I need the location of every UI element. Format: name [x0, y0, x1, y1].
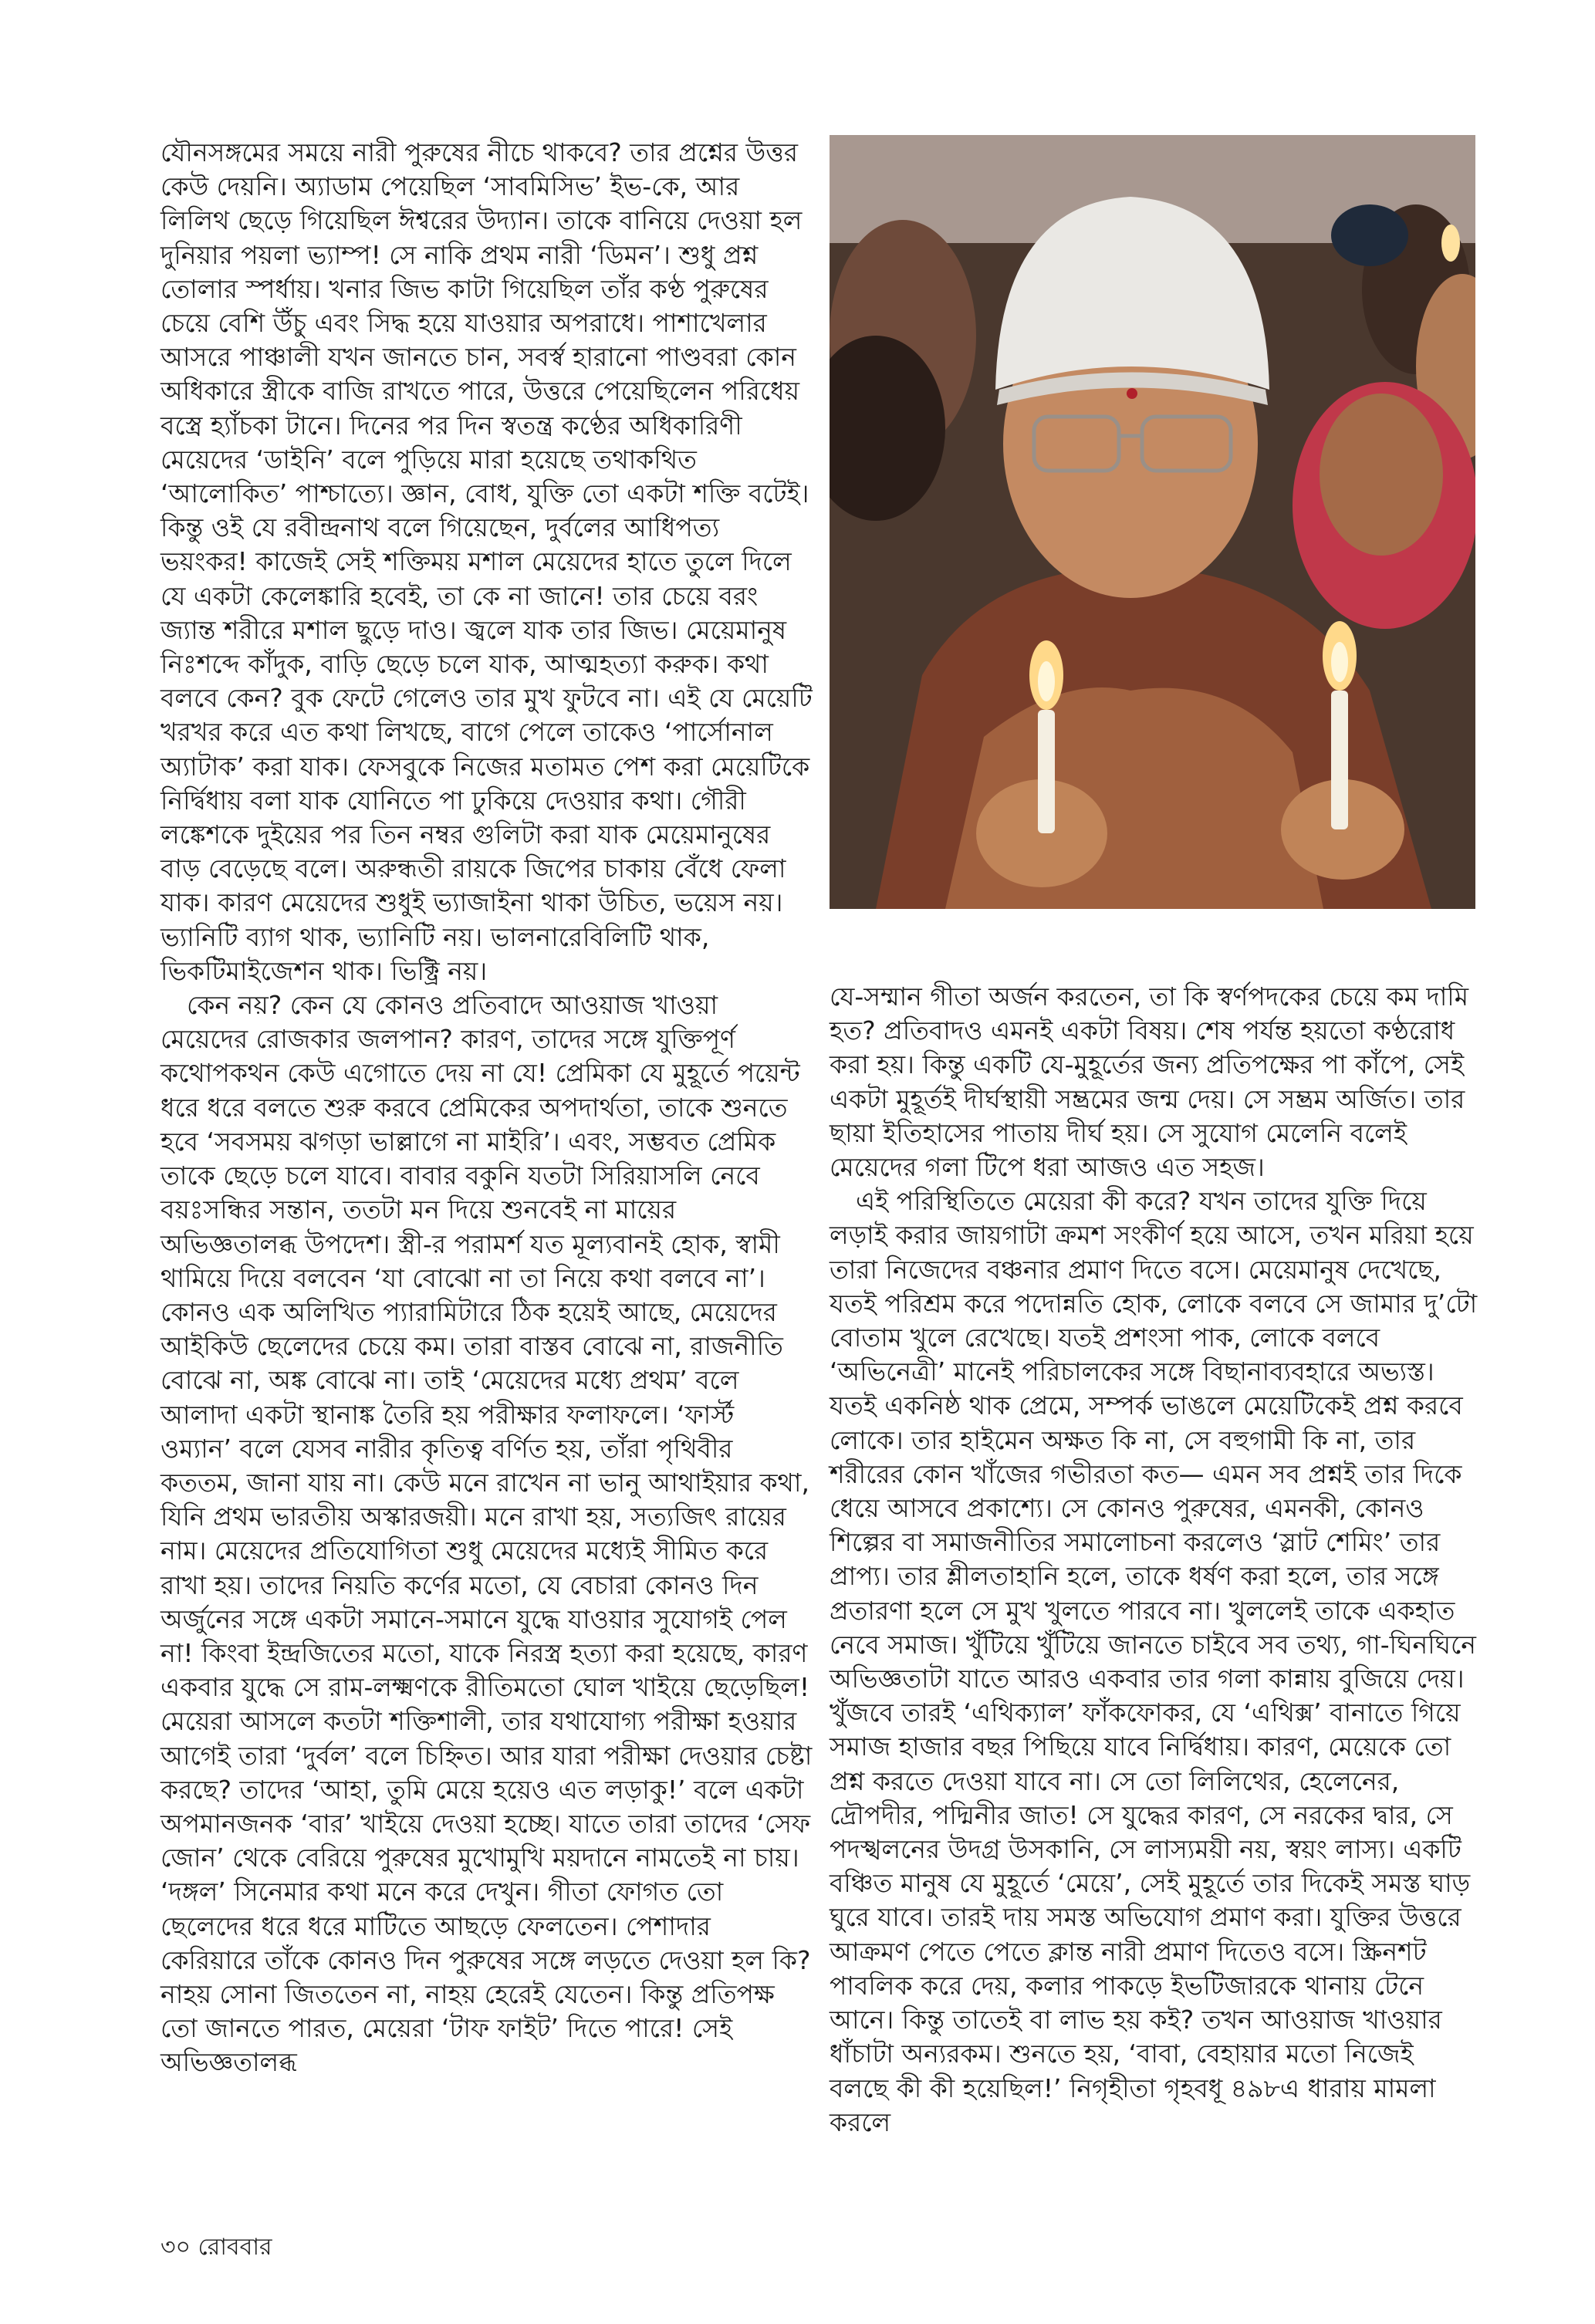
- article-column-left: [161, 136, 813, 2080]
- photo-illustration: [830, 135, 1475, 909]
- paragraph: কেন নয়? কেন যে কোনও প্রতিবাদে আওয়াজ খাওয়া মেয়েদের রোজকার জলপান? কারণ, তাদের সঙ্গে যুক্তিপূর্ণ কথোপকথন কেউ এগোতে দেয় না যে! প্রেমিকা যে মুহূর্তে পয়েন্ট ধরে ধরে বলতে শুরু করবে প্রেমিকের অপদার্থতা, তাকে শুনতে হবে ‘সবসময় ঝগড়া ভাল্লাগে না মাইরি’। এবং, সম্ভবত প্রেমিক তাকে ছেড়ে চলে যাবে। বাবার বকুনি যতটা সিরিয়াসলি নেবে বয়ঃসন্ধির সন্তান, ততটা মন দিয়ে শুনবেই না মায়ের অভিজ্ঞতালব্ধ উপদেশ। স্ত্রী-র পরামর্শ যত মূল্যবানই হোক, স্বামী থামিয়ে দিয়ে বলবেন ‘যা বোঝো না তা নিয়ে কথা বলবে না’। কোনও এক অলিখিত প্যারামিটারে ঠিক হয়েই আছে, মেয়েদের আইকিউ ছেলেদের চেয়ে কম। তারা বাস্তব বোঝে না, রাজনীতি বোঝে না, অঙ্ক বোঝে না। তাই ‘মেয়েদের মধ্যে প্রথম’ বলে আলাদা একটা স্থানাঙ্ক তৈরি হয় পরীক্ষার ফলাফলে। ‘ফার্স্ট ওম্যান’ বলে যেসব নারীর কৃতিত্ব বর্ণিত হয়, তাঁরা পৃথিবীর কততম, জানা যায় না। কেউ মনে রাখেন না ভানু আথাইয়ার কথা, যিনি প্রথম ভারতীয় অস্কারজয়ী। মনে রাখা হয়, সত্যজিৎ রায়ের নাম। মেয়েদের প্রতিযোগিতা শুধু মেয়েদের মধ্যেই সীমিত করে রাখা হয়। তাদের নিয়তি কর্ণের মতো, যে বেচারা কোনও দিন অর্জুনের সঙ্গে একটা সমানে-সমানে যুদ্ধে যাওয়ার সুযোগই পেল না! কিংবা ইন্দ্রজিতের মতো, যাকে নিরস্ত্র হত্যা করা হয়েছে, কারণ একবার যুদ্ধে সে রাম-লক্ষ্মণকে রীতিমতো ঘোল খাইয়ে ছেড়েছিল! মেয়েরা আসলে কতটা শক্তিশালী, তার যথাযোগ্য পরীক্ষা হওয়ার আগেই তারা ‘দুর্বল’ বলে চিহ্নিত। আর যারা পরীক্ষা দেওয়ার চেষ্টা করছে? তাদের ‘আহা, তুমি মেয়ে হয়েও এত লড়াকু!’ বলে একটা অপমানজনক ‘বার’ খাইয়ে দেওয়া হচ্ছে। যাতে তারা তাদের ‘সেফ জোন’ থেকে বেরিয়ে পুরুষের মুখোমুখি ময়দানে নামতেই না চায়। ‘দঙ্গল’ সিনেমার কথা মনে করে দেখুন। গীতা ফোগত তো ছেলেদের ধরে ধরে মাটিতে আছড়ে ফেলতেন। পেশাদার কেরিয়ারে তাঁকে কোনও দিন পুরুষের সঙ্গে লড়তে দেওয়া হল কি? নাহয় সোনা জিততেন না, নাহয় হেরেই যেতেন। কিন্তু প্রতিপক্ষ তো জানতে পারত, মেয়েরা ‘টাফ ফাইট’ দিতে পারে! সেই অভিজ্ঞতালব্ধ: [161, 990, 813, 2078]
- candle-vigil-photo: [830, 135, 1475, 909]
- paragraph: যে-সম্মান গীতা অর্জন করতেন, তা কি স্বর্ণপদকের চেয়ে কম দামি হত? প্রতিবাদও এমনই একটা বিষয়। শেষ পর্যন্ত হয়তো কণ্ঠরোধ করা হয়। কিন্তু একটি যে-মুহূর্তের জন্য প্রতিপক্ষের পা কাঁপে, সেই একটা মুহূর্তই দীর্ঘস্থায়ী সম্ভ্রমের জন্ম দেয়। সে সম্ভ্রম অর্জিত। তার ছায়া ইতিহাসের পাতায় দীর্ঘ হয়। সে সুযোগ মেলেনি বলেই মেয়েদের গলা টিপে ধরা আজও এত সহজ।: [830, 981, 1469, 1183]
- page-footer: ৩০ রোববার: [161, 2234, 272, 2261]
- paragraph: এই পরিস্থিতিতে মেয়েরা কী করে? যখন তাদের যুক্তি দিয়ে লড়াই করার জায়গাটা ক্রমশ সংকীর্ণ হয়ে আসে, তখন মরিয়া হয়ে তারা নিজেদের বঞ্চনার প্রমাণ দিতে বসে। মেয়েমানুষ দেখেছে, যতই পরিশ্রম করে পদোন্নতি হোক, লোকে বলবে সে জামার দু’টো বোতাম খুলে রেখেছে। যতই প্রশংসা পাক, লোকে বলবে ‘অভিনেত্রী’ মানেই পরিচালকের সঙ্গে বিছানাব্যবহারে অভ্যস্ত। যতই একনিষ্ঠ থাক প্রেমে, সম্পর্ক ভাঙলে মেয়েটিকেই প্রশ্ন করবে লোকে। তার হাইমেন অক্ষত কি না, সে বহুগামী কি না, তার শরীরের কোন খাঁজের গভীরতা কত— এমন সব প্রশ্নই তার দিকে ধেয়ে আসবে প্রকাশ্যে। সে কোনও পুরুষের, এমনকী, কোনও শিল্পের বা সমাজনীতির সমালোচনা করলেও ‘স্লাট শেমিং’ তার প্রাপ্য। তার শ্লীলতাহানি হলে, তাকে ধর্ষণ করা হলে, তার সঙ্গে প্রতারণা হলে সে মুখ খুলতে পারবে না। খুললেই তাকে একহাত নেবে সমাজ। খুঁটিয়ে খুঁটিয়ে জানতে চাইবে সব তথ্য, গা-ঘিনঘিনে অভিজ্ঞতাটা যাতে আরও একবার তার গলা কান্নায় বুজিয়ে দেয়। খুঁজবে তারই ‘এথিক্যাল’ ফাঁকফোকর, যে ‘এথিক্স’ বানাতে গিয়ে সমাজ হাজার বছর পিছিয়ে যাবে নির্দ্বিধায়। কারণ, মেয়েকে তো প্রশ্ন করতে দেওয়া যাবে না। সে তো লিলিথের, হেলেনের, দ্রৌপদীর, পদ্মিনীর জাত! সে যুদ্ধের কারণ, সে নরকের দ্বার, সে পদস্খলনের উদগ্র উসকানি, সে লাস্যময়ী নয়, স্বয়ং লাস্য। একটি বঞ্চিত মানুষ যে মুহূর্তে ‘মেয়ে’, সেই মুহূর্তে তার দিকেই সমস্ত ঘাড় ঘুরে যাবে। তারই দায় সমস্ত অভিযোগ প্রমাণ করা। যুক্তির উত্তরে আক্রমণ পেতে পেতে ক্লান্ত নারী প্রমাণ দিতেও বসে। স্ক্রিনশট পাবলিক করে দেয়, কলার পাকড়ে ইভটিজারকে থানায় টেনে আনে। কিন্তু তাতেই বা লাভ হয় কই? তখন আওয়াজ খাওয়ার ধাঁচাটা অন্যরকম। শুনতে হয়, ‘বাবা, বেহায়ার মতো নিজেই বলছে কী কী হয়েছিল!’ নিগৃহীতা গৃহবধূ ৪৯৮এ ধারায় মামলা করলে: [830, 1186, 1478, 2137]
- article-column-right: [830, 980, 1478, 2140]
- paragraph: যৌনসঙ্গমের সময়ে নারী পুরুষের নীচে থাকবে? তার প্রশ্নের উত্তর কেউ দেয়নি। অ্যাডাম পেয়েছিল ‘সাবমিসিভ’ ইভ-কে, আর লিলিথ ছেড়ে গিয়েছিল ঈশ্বরের উদ্যান। তাকে বানিয়ে দেওয়া হল দুনিয়ার পয়লা ভ্যাম্প! সে নাকি প্রথম নারী ‘ডিমন’। শুধু প্রশ্ন তোলার স্পর্ধায়। খনার জিভ কাটা গিয়েছিল তাঁর কণ্ঠ পুরুষের চেয়ে বেশি উঁচু এবং সিদ্ধ হয়ে যাওয়ার অপরাধে। পাশাখেলার আসরে পাঞ্চালী যখন জানতে চান, সবর্স্ব হারানো পাণ্ডবরা কোন অধিকারে স্ত্রীকে বাজি রাখতে পারে, উত্তরে পেয়েছিলেন পরিধেয় বস্ত্রে হ্যাঁচকা টানে। দিনের পর দিন স্বতন্ত্র কণ্ঠের অধিকারিণী মেয়েদের ‘ডাইনি’ বলে পুড়িয়ে মারা হয়েছে তথাকথিত ‘আলোকিত’ পাশ্চাত্যে। জ্ঞান, বোধ, যুক্তি তো একটা শক্তি বটেই। কিন্তু ওই যে রবীন্দ্রনাথ বলে গিয়েছেন, দুর্বলের আধিপত্য ভয়ংকর! কাজেই সেই শক্তিময় মশাল মেয়েদের হাতে তুলে দিলে যে একটা কেলেঙ্কারি হবেই, তা কে না জানে! তার চেয়ে বরং জ্যান্ত শরীরে মশাল ছুড়ে দাও। জ্বলে যাক তার জিভ। মেয়েমানুষ নিঃশব্দে কাঁদুক, বাড়ি ছেড়ে চলে যাক, আত্মহত্যা করুক। কথা বলবে কেন? বুক ফেটে গেলেও তার মুখ ফুটবে না। এই যে মেয়েটি খরখর করে এত কথা লিখছে, বাগে পেলে তাকেও ‘পার্সোনাল অ্যাটাক’ করা যাক। ফেসবুকে নিজের মতামত পেশ করা মেয়েটিকে নির্দ্বিধায় বলা যাক যোনিতে পা ঢুকিয়ে দেওয়ার কথা। গৌরী লঙ্কেশকে দুইয়ের পর তিন নম্বর গুলিটা করা যাক মেয়েমানুষের বাড় বেড়েছে বলে। অরুন্ধতী রায়কে জিপের চাকায় বেঁধে ফেলা যাক। কারণ মেয়েদের শুধুই ভ্যাজাইনা থাকা উচিত, ভয়েস নয়। ভ্যানিটি ব্যাগ থাক, ভ্যানিটি নয়। ভালনারেবিলিটি থাক, ভিকটিমাইজেশন থাক। ভিক্ট্রি নয়।: [161, 137, 813, 986]
